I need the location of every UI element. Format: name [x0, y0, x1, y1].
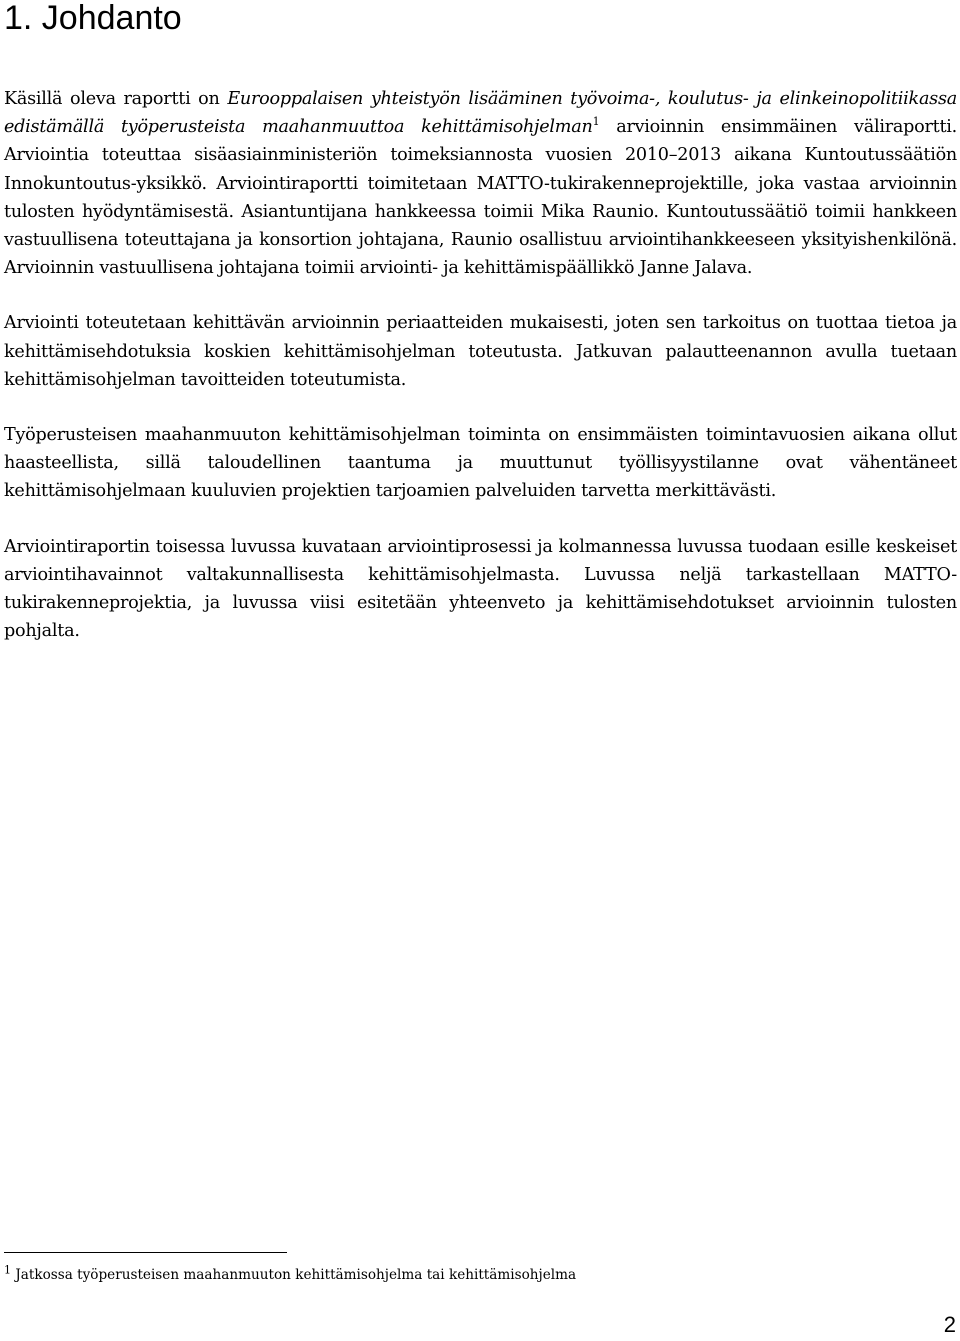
section-heading: 1. Johdanto	[4, 0, 182, 37]
paragraph-program-challenges: Työperusteisen maahanmuuton kehittämisohjelman toiminta on ensimmäisten toimintavuosien aikana ollut haasteellista, sillä taloudellinen taantuma ja muuttunut työllisyystilanne ovat vähentäneet kehittämisohjelmaan kuuluvien projektien tarjoamien palveluiden tarvetta merkittävästi.	[4, 425, 957, 502]
program-title: Eurooppalaisen yhteistyön lisääminen työvoima-, koulutus- ja elinkeinopolitiikassa edistämällä työperusteista maahanmuuttoa kehittämisohjelman	[4, 89, 957, 138]
paragraph-report-structure: Arviointiraportin toisessa luvussa kuvataan arviointiprosessi ja kolmannessa luvussa tuodaan esille keskeiset arviointihavainnot valtakunnallisesta kehittämisohjelmasta. Luvussa neljä tarkastellaan MATTO-tukirakenneprojektia, ja luvussa viisi esitetään yhteenveto ja kehittämisehdotukset arvioinnin tulosten pohjalta.	[4, 536, 957, 642]
paragraph-intro	[4, 85, 957, 282]
footnote-number: 1	[4, 1263, 11, 1277]
body-text	[4, 85, 957, 672]
intro-text-rest: arvioinnin ensimmäinen väliraportti. Arviointia toteuttaa sisäasiainministeriön toimeksiannosta vuosien 2010–2013 aikana Kuntoutussäätiön Innokuntoutus-yksikkö. Arviointiraportti toimitetaan MATTO-tukirakenneprojektille, joka vastaa arvioinnin tulosten hyödyntämisestä. Asiantuntijana hankkeessa toimii Mika Raunio. Kuntoutussäätiö toimii hankkeen vastuullisena toteuttajana ja konsortion johtajana, Raunio osallistuu arviointihankkeeseen yksityishenkilönä. Arvioinnin vastuullisena johtajana toimii arviointi- ja kehittämispäällikkö Janne Jalava.	[4, 117, 957, 279]
page-number: 2	[943, 1312, 956, 1337]
paragraph-evaluation-method: Arviointi toteutetaan kehittävän arvioinnin periaatteiden mukaisesti, joten sen tarkoitus on tuottaa tietoa ja kehittämisehdotuksia koskien kehittämisohjelman toteutusta. Jatkuvan palautteenannon avulla tuetaan kehittämisohjelman tavoitteiden toteutumista.	[4, 313, 957, 390]
intro-text-start: Käsillä oleva raportti on	[4, 89, 228, 109]
footnote-text: Jatkossa työperusteisen maahanmuuton kehittämisohjelma tai kehittämisohjelma	[11, 1267, 577, 1283]
footnote-reference: 1	[592, 115, 600, 129]
footnote	[4, 1264, 576, 1286]
footnote-divider	[4, 1252, 287, 1253]
